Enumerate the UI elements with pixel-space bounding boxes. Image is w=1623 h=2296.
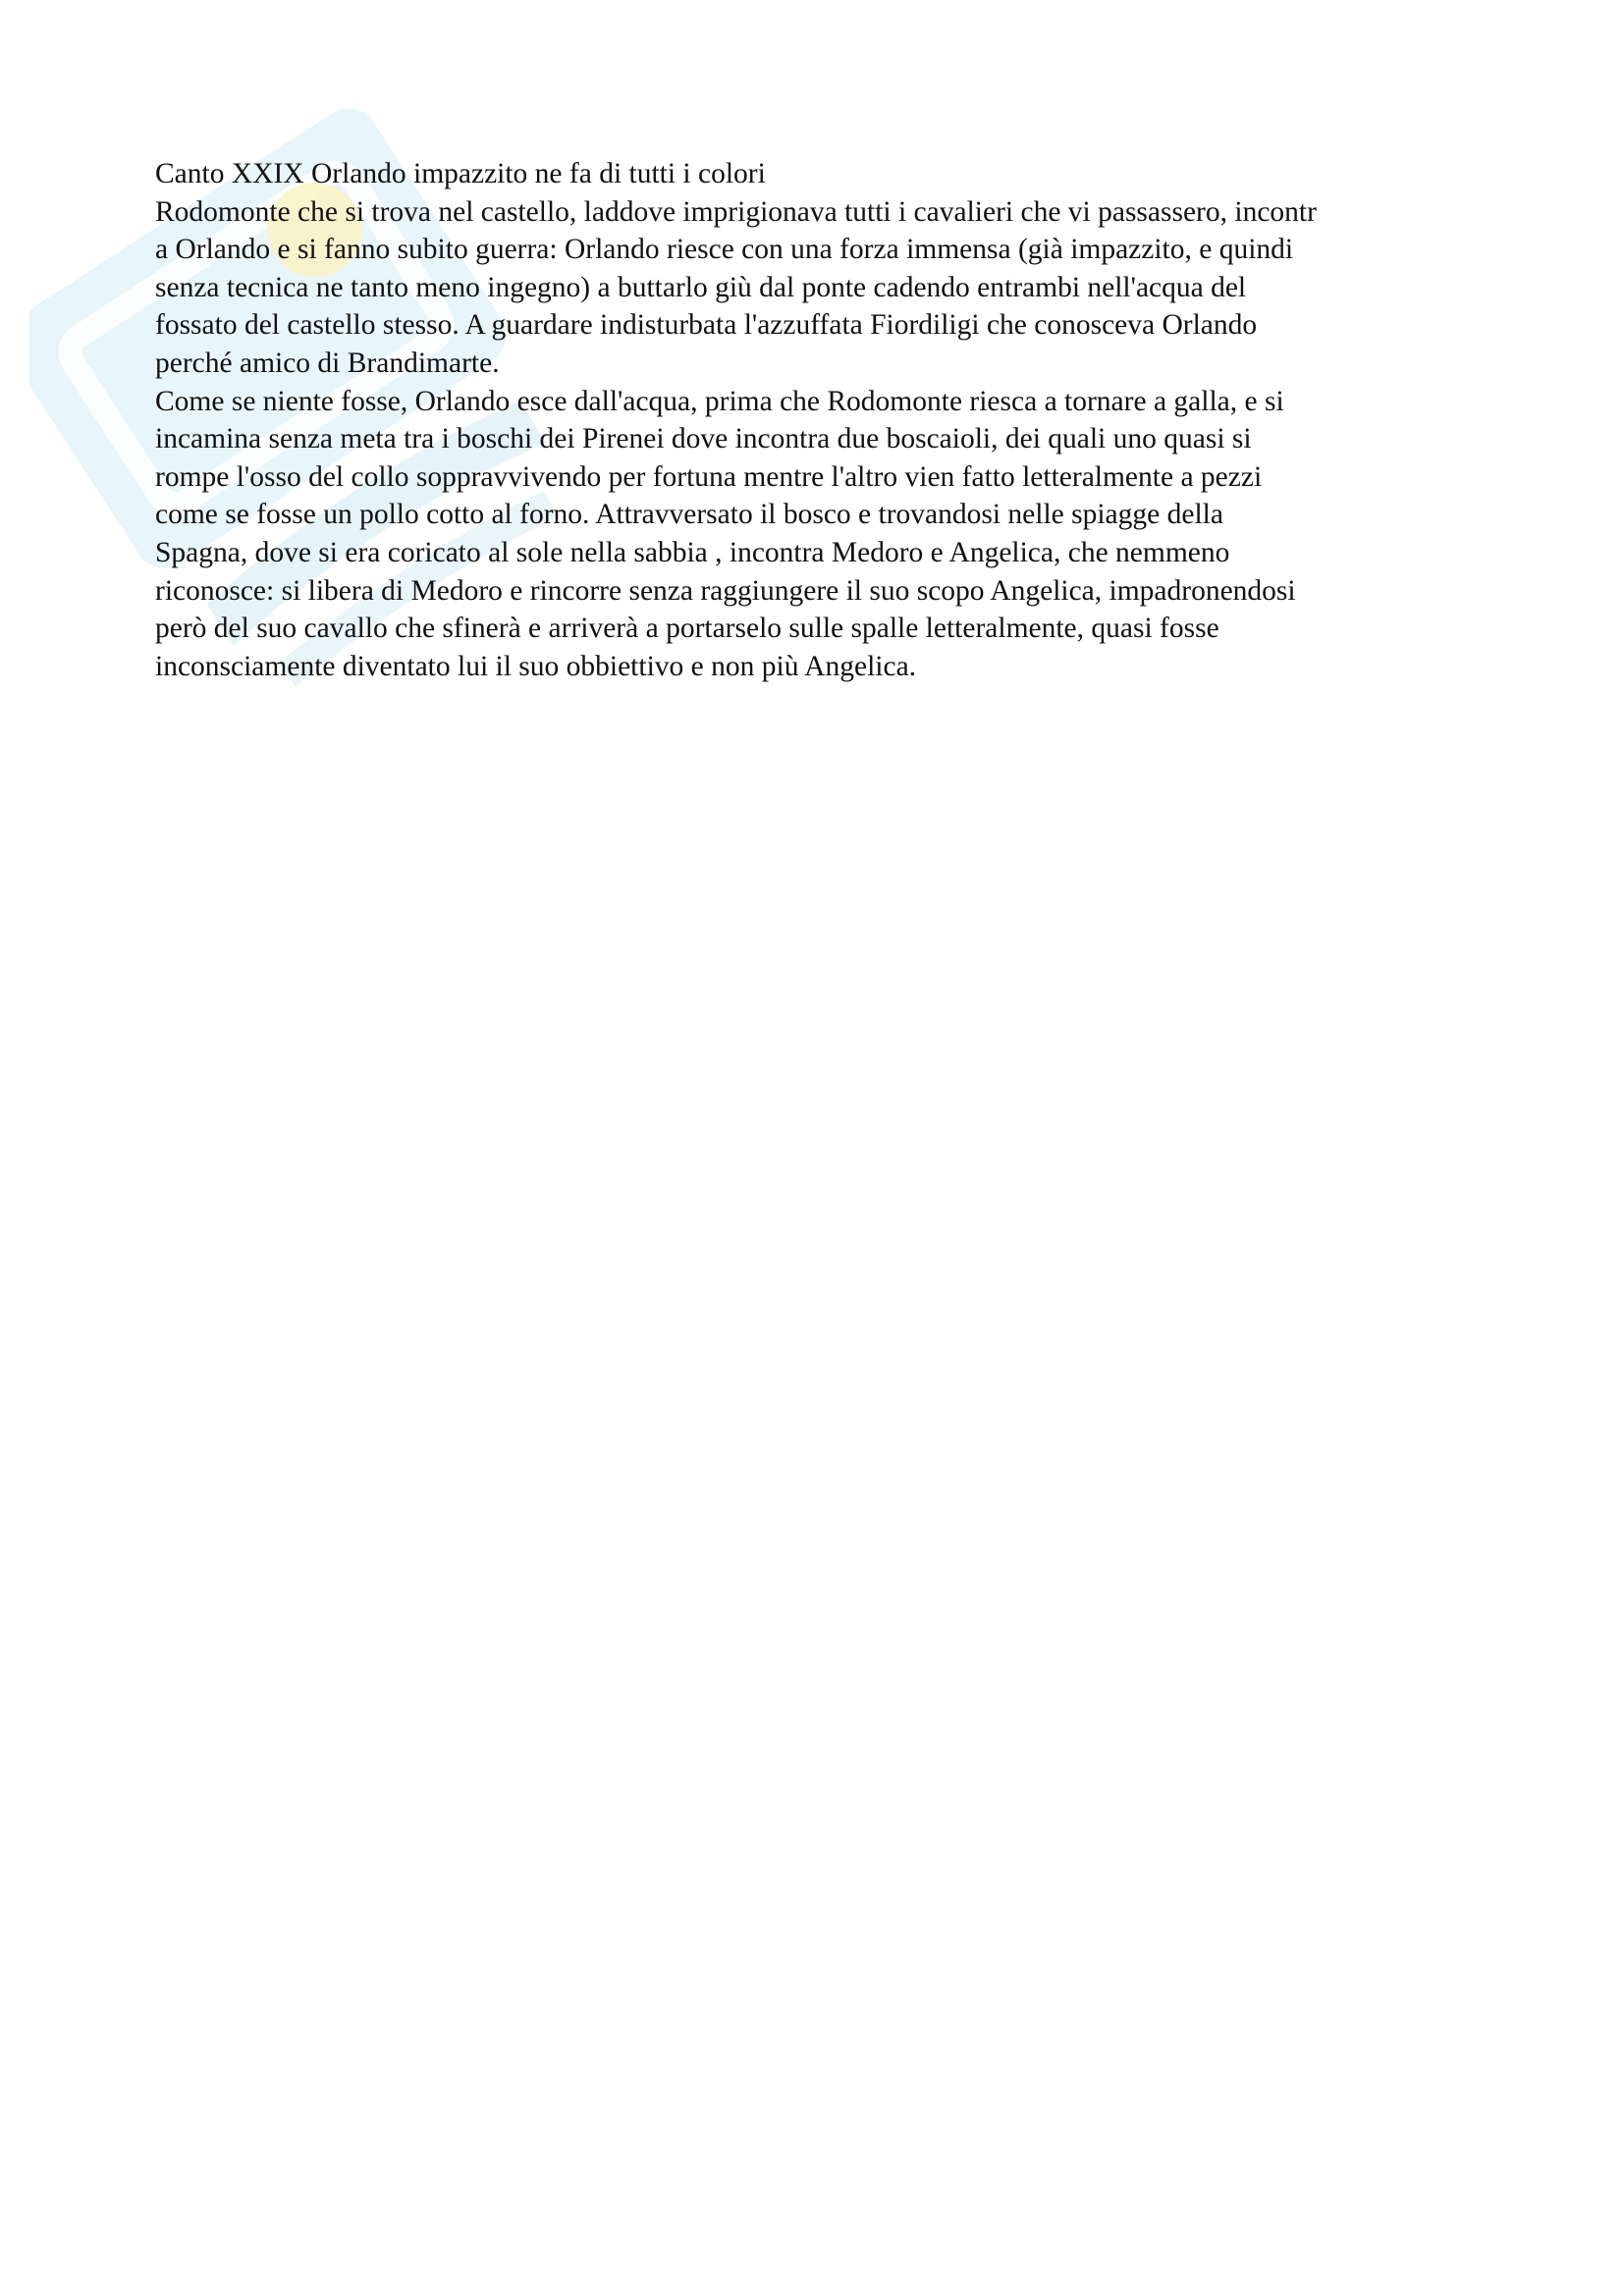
document-title: Canto XXIX Orlando impazzito ne fa di tutti i colori xyxy=(155,158,766,189)
text-line: Spagna, dove si era coricato al sole nella sabbia , incontra Medoro e Angelica, che nemmeno xyxy=(155,536,1230,568)
text-line: rompe l'osso del collo soppravvivendo per fortuna mentre l'altro vien fatto letteralmente a pezzi xyxy=(155,460,1263,493)
text-line: inconsciamente diventato lui il suo obbiettivo e non più Angelica. xyxy=(155,650,917,682)
text-line: riconosce: si libera di Medoro e rincorre senza raggiungere il suo scopo Angelica, impadronendosi xyxy=(155,574,1296,607)
text-line: a Orlando e si fanno subito guerra: Orlando riesce con una forza immensa (già impazzito, e quindi xyxy=(155,234,1294,266)
document-body xyxy=(155,155,1490,685)
text-line: senza tecnica ne tanto meno ingegno) a buttarlo giù dal ponte cadendo entrambi nell'acqua del xyxy=(155,271,1247,303)
text-line: perché amico di Brandimarte. xyxy=(155,347,500,379)
text-line: incamina senza meta tra i boschi dei Pirenei dove incontra due boscaioli, dei quali uno quasi si xyxy=(155,423,1252,455)
paragraph-2 xyxy=(155,383,1490,686)
text-line: Rodomonte che si trova nel castello, laddove imprigionava tutti i cavalieri che vi passassero, incontr xyxy=(155,195,1317,228)
text-line: fossato del castello stesso. A guardare indisturbata l'azzuffata Fiordiligi che conosceva Orlando xyxy=(155,309,1258,342)
text-line: come se fosse un pollo cotto al forno. Attravversato il bosco e trovandosi nelle spiagge della xyxy=(155,499,1223,531)
text-line: però del suo cavallo che sfinerà e arriverà a portarselo sulle spalle letteralmente, quasi fosse xyxy=(155,613,1219,645)
paragraph-1 xyxy=(155,193,1490,383)
text-line: Come se niente fosse, Orlando esce dall'acqua, prima che Rodomonte riesca a tornare a galla, e si xyxy=(155,385,1284,417)
